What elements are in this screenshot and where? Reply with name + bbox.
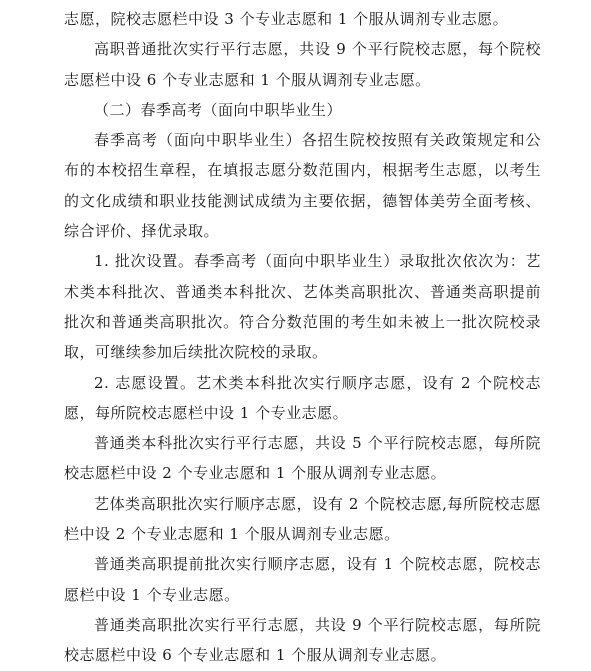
paragraph-art-sports-vocational: 艺体类高职批次实行顺序志愿，设有 2 个院校志愿,每所院校志愿栏中设 2 个专业志愿和 1 个服从调剂专业志愿。: [64, 494, 541, 544]
paragraph-ordinary-undergraduate: 普通类本科批次实行平行志愿，共设 5 个平行院校志愿，每所院校志愿栏中设 2 个专业志愿和 1 个服从调剂专业志愿。: [64, 434, 541, 483]
paragraph-volunteer-setting: 2. 志愿设置。艺术类本科批次实行顺序志愿，设有 2 个院校志愿，每所院校志愿栏中设 1 个专业志愿。: [64, 373, 541, 422]
paragraph-ordinary-vocational: 普通类高职批次实行平行志愿，共设 9 个平行院校志愿，每所院校志愿栏中设 6 个专业志愿和 1 个服从调剂专业志愿。: [64, 615, 541, 665]
paragraph-ordinary-vocational-early: 普通类高职提前批次实行顺序志愿，设有 1 个院校志愿，院校志愿栏中设 1 个专业志愿。: [64, 555, 541, 604]
paragraph-batch-setting: 1. 批次设置。春季高考（面向中职毕业生）录取批次依次为：艺术类本科批次、普通类本科批次、艺体类高职批次、普通类高职提前批次和普通类高职批次。符合分数范围的考生如未被上一批次院校录取，可继续参加后续批次院校的录取。: [64, 252, 541, 362]
paragraph-continuation: 志愿，院校志愿栏中设 3 个专业志愿和 1 个服从调剂专业志愿。: [64, 10, 509, 28]
paragraph-spring-exam-intro: 春季高考（面向中职毕业生）各招生院校按照有关政策规定和公布的本校招生章程，在填报志愿分数范围内，根据考生志愿，以考生的文化成绩和职业技能测试成绩为主要依据，德智体美劳全面考核、综合评价、择优录取。: [64, 131, 541, 241]
section-heading-spring-exam: （二）春季高考（面向中职毕业生）: [94, 100, 343, 119]
paragraph-higher-vocational-ordinary: 高职普通批次实行平行志愿，共设 9 个平行院校志愿，每个院校志愿栏中设 6 个专业志愿和 1 个服从调剂专业志愿。: [64, 40, 541, 89]
